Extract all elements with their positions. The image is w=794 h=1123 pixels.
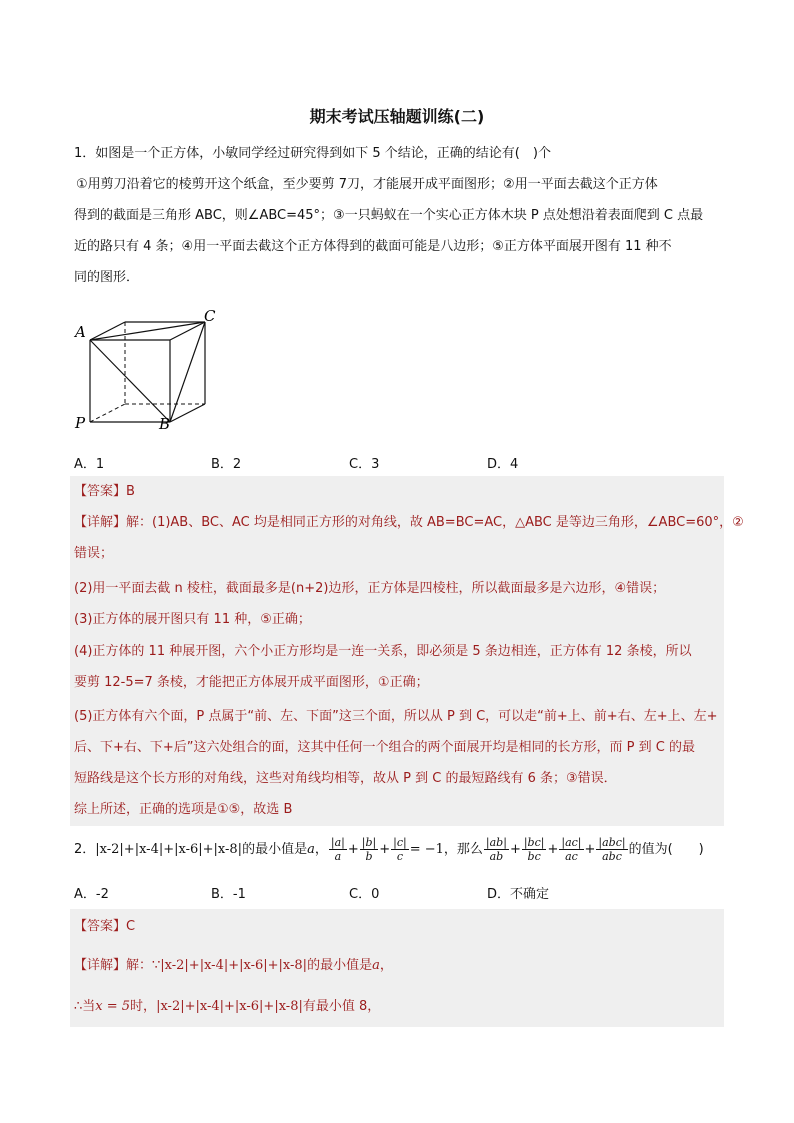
cube-figure [70, 300, 230, 440]
q1-line-2: 得到的截面是三角形 ABC，则∠ABC=45°；③一只蚂蚁在一个实心正方体木块 P 点处想沿着表面爬到 C 点最 [74, 208, 704, 223]
frac-c: $\frac{|c|}{c}$ [393, 836, 407, 863]
q2-equals: = −1，那么 [409, 841, 483, 857]
frac-ac: $\frac{|ac|}{ac}$ [561, 836, 582, 863]
q2-number: 2． [74, 841, 96, 857]
frac-ab: $\frac{|ab|}{ab}$ [485, 836, 507, 863]
q2-option-a: A．-2 [74, 887, 109, 902]
q2-abs-expression: |x-2|+|x-4|+|x-6|+|x-8| [95, 841, 243, 857]
q1-option-d: D．4 [487, 457, 519, 472]
q1-detail-4: (3)正方体的展开图只有 11 种，⑤正确； [74, 612, 311, 627]
label-c: C [204, 307, 216, 325]
q1-stem: 1．如图是一个正方体，小敏同学经过研究得到如下 5 个结论，正确的结论有( )个 [74, 146, 551, 161]
q2-comma: ， [314, 841, 328, 857]
q1-detail-5: (4)正方体的 11 种展开图，六个小正方形均是一连一关系，即必须是 5 条边相连，正方体有 12 条棱，所以 [74, 644, 692, 659]
q2-var-a: a [307, 841, 315, 857]
q2-option-b: B．-1 [211, 887, 246, 902]
q2-option-c: C．0 [349, 887, 380, 902]
label-b: B [159, 415, 171, 433]
q2-stem-mid: 的最小值是 [242, 841, 308, 857]
frac-abc: $\frac{\text{|abc|}}{\text{abc}}$ [598, 836, 626, 863]
label-a: A [75, 323, 86, 341]
frac-a: $\frac{|a|}{a}$ [330, 836, 345, 863]
q1-option-c: C．3 [349, 457, 380, 472]
q1-answer: 【答案】B [74, 484, 135, 499]
q1-detail-2: 错误； [74, 546, 114, 561]
q1-detail-8: 后、下+右、下+后”这六处组合的面，这其中任何一个组合的两个面展开均是相同的长方形，而 P 到 C 的最 [74, 740, 695, 755]
q1-line-3: 近的路只有 4 条；④用一平面去截这个正方体得到的截面可能是八边形；⑤正方体平面展开图有 11 种不 [74, 239, 672, 254]
q2-option-d: D．不确定 [487, 887, 550, 902]
q1-detail-9: 短路线是这个长方形的对角线，这些对角线均相等，故从 P 到 C 的最短路线有 6 条；③错误． [74, 771, 617, 786]
q1-line-1: ①用剪刀沿着它的棱剪开这个纸盒，至少要剪 7刀，才能展开成平面图形；②用一平面去截这个正方体 [76, 177, 658, 192]
q1-option-a: A．1 [74, 457, 105, 472]
q2-stem: 2． |x-2|+|x-4|+|x-6|+|x-8| 的最小值是 a ， $\frac{|a|}{a}$ + $\frac{|b|}{b}$ + $\frac{|c|}{c}$ = −1，那么 $\frac{|ab|}{ab}$ + $\frac{|bc|}{bc}$ + $\frac{|ac|}{ac}$ + $\frac{\text{|abc|}}{\text{abc}}$ 的值为( ) [74, 836, 704, 863]
q2-detail-2: ∴当x = 5时，|x-2|+|x-4|+|x-6|+|x-8|有最小值 8， [74, 999, 381, 1014]
q1-line-4: 同的图形． [74, 270, 140, 285]
q1-option-b: B．2 [211, 457, 242, 472]
frac-bc: $\frac{|bc|}{bc}$ [523, 836, 545, 863]
q2-stem-end: 的值为( ) [628, 841, 704, 857]
q1-detail-3: (2)用一平面去截 n 棱柱，截面最多是(n+2)边形，正方体是四棱柱，所以截面最多是六边形，④错误； [74, 581, 666, 596]
page-title: 期末考试压轴题训练(二) [309, 107, 485, 126]
q1-detail-7: (5)正方体有六个面，P 点属于“前、左、下面”这三个面，所以从 P 到 C，可以走“前+上、前+右、左+上、左+ [74, 709, 718, 724]
frac-b: $\frac{|b|}{b}$ [361, 836, 377, 863]
q2-answer: 【答案】C [74, 919, 136, 934]
q2-detail-1: 【详解】解：∵|x-2|+|x-4|+|x-6|+|x-8|的最小值是a， [74, 958, 393, 973]
q1-detail-10: 综上所述，正确的选项是①⑤，故选 B [74, 802, 293, 817]
q1-detail-6: 要剪 12-5=7 条棱，才能把正方体展开成平面图形，①正确； [74, 675, 429, 690]
label-p: P [75, 414, 86, 432]
q1-detail-1: 【详解】解：(1)AB、BC、AC 均是相同正方形的对角线，故 AB=BC=AC，△ABC 是等边三角形，∠ABC=60°，② [74, 515, 744, 530]
